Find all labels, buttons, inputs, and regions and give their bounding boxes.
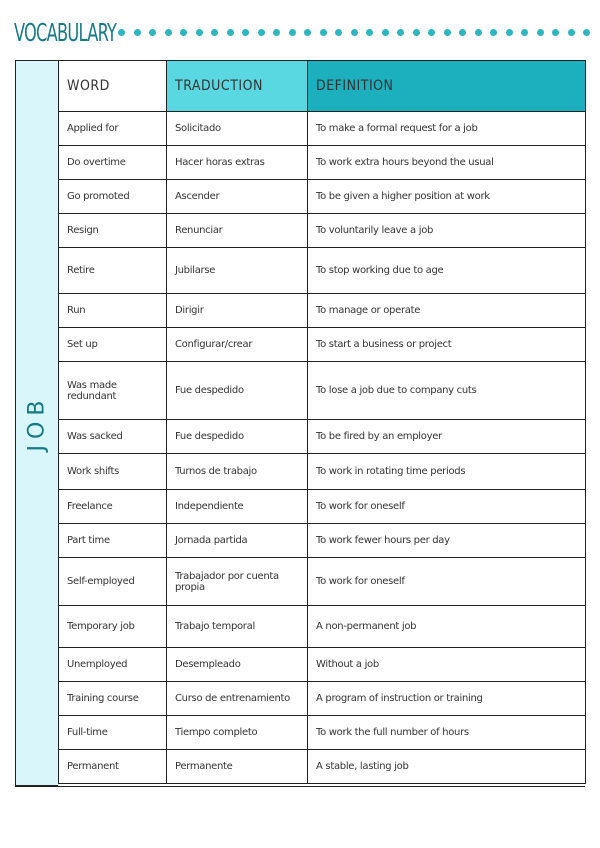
- cell-word: Run: [59, 294, 167, 328]
- table-row: [59, 682, 586, 716]
- table-row: [59, 214, 586, 248]
- header-word: WORD: [59, 61, 167, 112]
- divider-dot: [397, 29, 404, 36]
- cell-traduction: Hacer horas extras: [167, 146, 308, 180]
- cell-word: Set up: [59, 328, 167, 362]
- table-row: [59, 606, 586, 648]
- cell-definition: To be fired by an employer: [308, 420, 586, 454]
- divider-dot: [149, 29, 156, 36]
- cell-definition: Without a job: [308, 648, 586, 682]
- table-row: [59, 524, 586, 558]
- divider-dot: [444, 29, 451, 36]
- cell-word: Resign: [59, 214, 167, 248]
- divider-dot: [273, 29, 280, 36]
- cell-definition: To work the full number of hours: [308, 716, 586, 750]
- divider-dot: [552, 29, 559, 36]
- divider-dot: [118, 29, 125, 36]
- cell-definition: A stable, lasting job: [308, 750, 586, 784]
- cell-definition: To work fewer hours per day: [308, 524, 586, 558]
- cell-traduction: Configurar/crear: [167, 328, 308, 362]
- cell-definition: To make a formal request for a job: [308, 112, 586, 146]
- divider-dot: [227, 29, 234, 36]
- cell-word: Training course: [59, 682, 167, 716]
- table-bottom-border: [15, 786, 585, 787]
- cell-word: Go promoted: [59, 180, 167, 214]
- cell-traduction: Turnos de trabajo: [167, 454, 308, 490]
- cell-definition: A program of instruction or training: [308, 682, 586, 716]
- category-sidebar: [15, 60, 58, 786]
- category-label: JOB: [24, 394, 50, 452]
- cell-word: Full-time: [59, 716, 167, 750]
- cell-definition: To stop working due to age: [308, 248, 586, 294]
- dotted-divider: [118, 27, 600, 39]
- cell-word: Was made redundant: [59, 362, 167, 420]
- divider-dot: [366, 29, 373, 36]
- divider-dot: [413, 29, 420, 36]
- cell-definition: To work extra hours beyond the usual: [308, 146, 586, 180]
- divider-dot: [196, 29, 203, 36]
- cell-definition: To work for oneself: [308, 490, 586, 524]
- table-row: [59, 112, 586, 146]
- divider-dot: [568, 29, 575, 36]
- table-row: [59, 180, 586, 214]
- divider-dot: [521, 29, 528, 36]
- cell-traduction: Dirigir: [167, 294, 308, 328]
- table-row: [59, 490, 586, 524]
- divider-dot: [180, 29, 187, 36]
- divider-dot: [459, 29, 466, 36]
- cell-traduction: Tiempo completo: [167, 716, 308, 750]
- header-definition: DEFINITION: [308, 61, 586, 112]
- divider-dot: [382, 29, 389, 36]
- cell-traduction: Solicitado: [167, 112, 308, 146]
- divider-dot: [351, 29, 358, 36]
- cell-definition: To work for oneself: [308, 558, 586, 606]
- table-row: [59, 362, 586, 420]
- cell-definition: To be given a higher position at work: [308, 180, 586, 214]
- cell-traduction: Desempleado: [167, 648, 308, 682]
- divider-dot: [583, 29, 590, 36]
- cell-definition: To lose a job due to company cuts: [308, 362, 586, 420]
- cell-traduction: Renunciar: [167, 214, 308, 248]
- cell-traduction: Jubilarse: [167, 248, 308, 294]
- table-row: [59, 146, 586, 180]
- cell-word: Temporary job: [59, 606, 167, 648]
- divider-dot: [165, 29, 172, 36]
- divider-dot: [320, 29, 327, 36]
- divider-dot: [289, 29, 296, 36]
- header-traduction: TRADUCTION: [167, 61, 308, 112]
- divider-dot: [258, 29, 265, 36]
- divider-dot: [475, 29, 482, 36]
- cell-definition: To manage or operate: [308, 294, 586, 328]
- cell-word: Was sacked: [59, 420, 167, 454]
- table-row: [59, 750, 586, 784]
- cell-definition: A non-permanent job: [308, 606, 586, 648]
- cell-word: Self-employed: [59, 558, 167, 606]
- cell-definition: To voluntarily leave a job: [308, 214, 586, 248]
- table-row: [59, 248, 586, 294]
- divider-dot: [506, 29, 513, 36]
- cell-traduction: Trabajador por cuenta propia: [167, 558, 308, 606]
- cell-word: Part time: [59, 524, 167, 558]
- table-row: [59, 454, 586, 490]
- table-row: [59, 558, 586, 606]
- divider-dot: [211, 29, 218, 36]
- table-row: [59, 328, 586, 362]
- cell-word: Permanent: [59, 750, 167, 784]
- cell-traduction: Independiente: [167, 490, 308, 524]
- table-row: [59, 294, 586, 328]
- table-row: [59, 716, 586, 750]
- cell-definition: To start a business or project: [308, 328, 586, 362]
- cell-word: Work shifts: [59, 454, 167, 490]
- table-header-row: [59, 61, 586, 112]
- cell-traduction: Curso de entrenamiento: [167, 682, 308, 716]
- cell-traduction: Ascender: [167, 180, 308, 214]
- table-row: [59, 648, 586, 682]
- cell-word: Retire: [59, 248, 167, 294]
- divider-dot: [242, 29, 249, 36]
- divider-dot: [537, 29, 544, 36]
- divider-dot: [335, 29, 342, 36]
- cell-word: Do overtime: [59, 146, 167, 180]
- divider-dot: [428, 29, 435, 36]
- cell-traduction: Trabajo temporal: [167, 606, 308, 648]
- divider-dot: [134, 29, 141, 36]
- cell-word: Freelance: [59, 490, 167, 524]
- cell-traduction: Fue despedido: [167, 362, 308, 420]
- cell-traduction: Permanente: [167, 750, 308, 784]
- page-header: [14, 18, 600, 48]
- cell-traduction: Fue despedido: [167, 420, 308, 454]
- vocabulary-table: [58, 60, 586, 784]
- cell-traduction: Jornada partida: [167, 524, 308, 558]
- page-title: VOCABULARY: [14, 18, 117, 47]
- divider-dot: [490, 29, 497, 36]
- divider-dot: [304, 29, 311, 36]
- cell-definition: To work in rotating time periods: [308, 454, 586, 490]
- cell-word: Applied for: [59, 112, 167, 146]
- cell-word: Unemployed: [59, 648, 167, 682]
- table-row: [59, 420, 586, 454]
